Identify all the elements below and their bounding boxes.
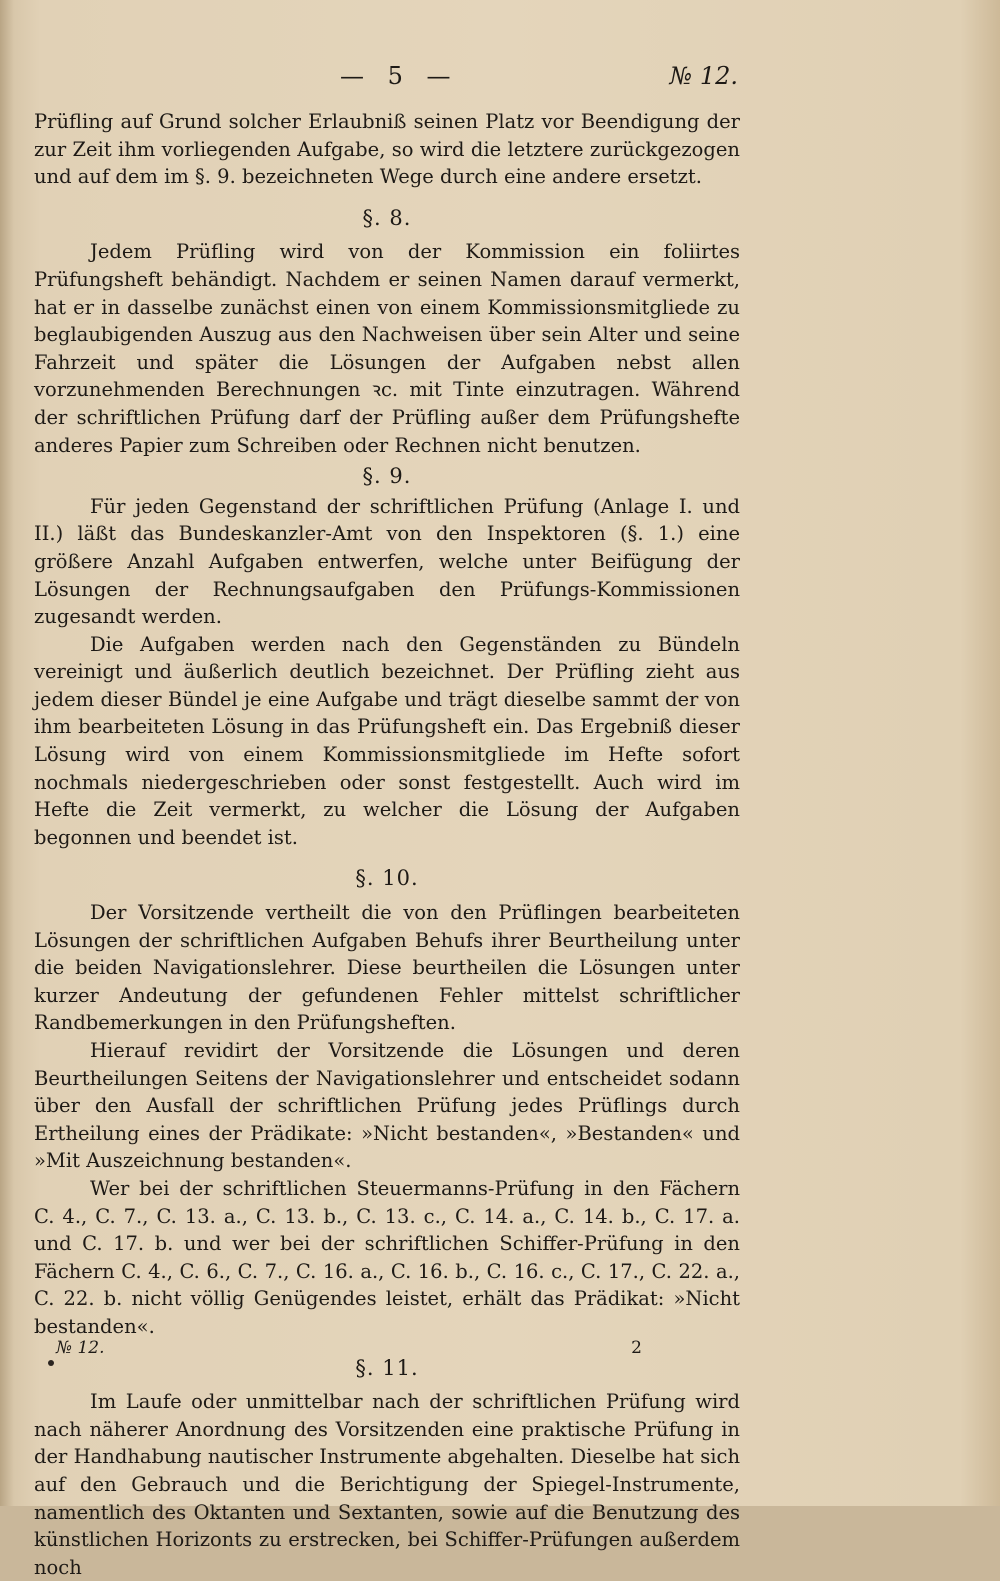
page-footer <box>48 1338 738 1368</box>
paragraph: Der Vorsitzende vertheilt die von den Prüflingen bearbeiteten Lösungen der schriftlichen Aufgaben Behufs ihrer Beurtheilung unter die beiden Navigationslehrer. Diese beurtheilen die Lösungen unter kurzer Andeutung der gefundenen Fehler mittelst schriftlicher Randbemerkungen in den Prüfungsheften. <box>34 901 740 1035</box>
sheet-signature: 2 <box>631 1338 642 1358</box>
paragraph: Für jeden Gegenstand der schriftlichen Prüfung (Anlage I. und II.) läßt das Bundeskanzler-Amt von den Inspektoren (§. 1.) eine größere Anzahl Aufgaben entwerfen, welche unter Beifügung der Lösungen der Rechnungsaufgaben den Prüfungs-Kommissionen zugesandt werden. <box>34 494 740 629</box>
paragraph: Die Aufgaben werden nach den Gegenständen zu Bündeln vereinigt und äußerlich deutlich bezeichnet. Der Prüfling zieht aus jedem dieser Bündel je eine Aufgabe und trägt dieselbe sammt der von ihm bearbeiteten Lösung in das Prüfungsheft ein. Das Ergebniß dieser Lösung wird von einem Kommissionsmitgliede im Hefte sofort nochmals niedergeschrieben oder sonst festgestellt. Auch wird im Hefte die Zeit vermerkt, zu welcher die Lösung der Aufgaben begonnen und beendet ist. <box>34 632 740 849</box>
paragraph: Hierauf revidirt der Vorsitzende die Lösungen und deren Beurtheilungen Seitens der Navigationslehrer und entscheidet sodann über den Ausfall der schriftlichen Prüfung jedes Prüflings durch Ertheilung eines der Prädikate: »Nicht bestanden«, »Bestanden« und »Mit Auszeichnung bestanden«. <box>34 1039 740 1173</box>
section-heading-9: §. 9. <box>362 464 412 489</box>
footer-issue-number: № 12. <box>56 1338 105 1358</box>
paragraph: Jedem Prüfling wird von der Kommission ein foliirtes Prüfungsheft behändigt. Nachdem er seinen Namen darauf vermerkt, hat er in dasselbe zunächst einen von einem Kommissionsmitgliede zu beglaubigenden Auszug aus den Nachweisen über sein Alter und seine Fahrzeit und später die Lösungen der Aufgaben nebst allen vorzunehmenden Berechnungen ꝛc. mit Tinte einzutragen. Während der schriftlichen Prüfung darf der Prüfling außer dem Prüfungshefte anderes Papier zum Schreiben oder Rechnen nicht benutzen. <box>34 240 740 457</box>
paragraph: Wer bei der schriftlichen Steuermanns-Prüfung in den Fächern C. 4., C. 7., C. 13. a., C. 13. b., C. 13. c., C. 14. a., C. 14. b., C. 17. a. und C. 17. b. und wer bei der schriftlichen Schiffer-Prüfung in den Fächern C. 4., C. 6., C. 7., C. 16. a., C. 16. b., C. 16. c., C. 17., C. 22. a., C. 22. b. nicht völlig Genügendes leistet, erhält das Prädikat: »Nicht bestanden«. <box>34 1176 740 1338</box>
paragraph: Im Laufe oder unmittelbar nach der schriftlichen Prüfung wird nach näherer Anordnung des Vorsitzenden eine praktische Prüfung in der Handhabung nautischer Instrumente abgehalten. Dieselbe hat sich auf den Gebrauch und die Berichtigung der Spiegel-Instrumente, namentlich des Oktanten und Sextanten, sowie auf die Benutzung des künstlichen Horizonts zu erstrecken, bei Schiffer-Prüfungen außerdem noch <box>34 1390 740 1579</box>
paragraph: Prüfling auf Grund solcher Erlaubniß seinen Platz vor Beendigung der zur Zeit ihm vorliegenden Aufgabe, so wird die letztere zurückgezogen und auf dem im §. 9. bezeichneten Wege durch eine andere ersetzt. <box>34 110 740 189</box>
section-heading-10: §. 10. <box>355 866 419 891</box>
section-heading-11: §. 11. <box>355 1355 419 1380</box>
section-heading-8: §. 8. <box>362 205 412 230</box>
ink-dot <box>48 1360 54 1366</box>
page-header <box>340 62 738 98</box>
issue-number: № 12. <box>669 62 738 90</box>
page-number: — 5 — <box>340 62 459 90</box>
